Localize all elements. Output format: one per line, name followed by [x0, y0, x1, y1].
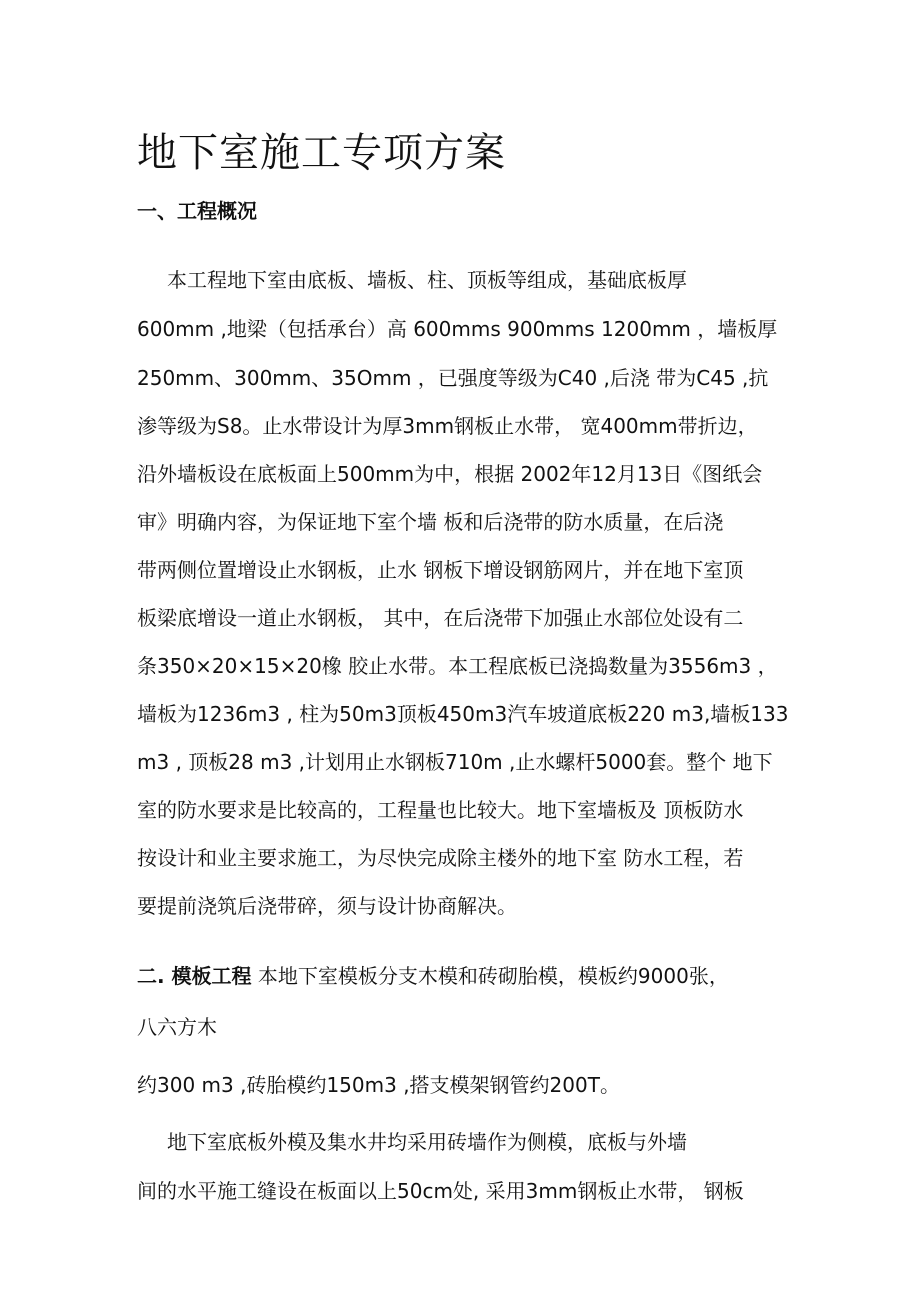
paragraph-line: 本工程地下室由底板、墙板、柱、顶板等组成，基础底板厚 [167, 268, 687, 292]
paragraph-line: 八六方木 [137, 1015, 217, 1039]
paragraph-line: 沿外墙板设在底板面上500mm为中，根据 2002年12月13日《图纸会 [137, 462, 763, 486]
paragraph-line: 条350×20×15×20橡 胶止水带。本工程底板已浇捣数量为3556m3 ， [137, 654, 778, 678]
paragraph-line: 250mm、300mm、35Omm ，已强度等级为C40 ,后浇 带为C45 ,抗 [137, 366, 769, 390]
paragraph-line: 审》明确内容，为保证地下室个墙 板和后浇带的防水质量，在后浇 [137, 510, 724, 534]
paragraph-line: 按设计和业主要求施工，为尽快完成除主楼外的地下室 防水工程，若 [137, 846, 744, 870]
paragraph-text: 本地下室模板分支木模和砖砌胎模，模板约9000张， [251, 964, 729, 988]
paragraph-line: 约300 m3 ,砖胎模约150m3 ,搭支模架钢管约200T。 [137, 1073, 620, 1097]
document-title: 地下室施工专项方案 [137, 130, 506, 176]
section-heading-formwork: 二. 模板工程 [137, 964, 252, 988]
paragraph-line: 带两侧位置增设止水钢板，止水 钢板下增设钢筋网片，并在地下室顶 [137, 558, 744, 582]
paragraph-line: 600mm ,地梁（包括承台）高 600mms 900mms 1200mm ，墙板厚 [137, 317, 778, 341]
paragraph-line: 地下室底板外模及集水井均采用砖墙作为侧模，底板与外墙 [167, 1130, 687, 1154]
section-heading-formwork-line [137, 961, 729, 991]
paragraph-line: 间的水平施工缝设在板面以上50cm处, 采用3mm钢板止水带， 钢板 [137, 1179, 744, 1203]
section-heading-overview: 一、工程概况 [137, 199, 257, 223]
paragraph-line: 要提前浇筑后浇带碎，须与设计协商解决。 [137, 894, 517, 918]
paragraph-line: 渗等级为S8。止水带设计为厚3mm钢板止水带， 宽400mm带折边， [137, 414, 758, 438]
paragraph-line: 墙板为1236m3 , 柱为50m3顶板450m3汽车坡道底板220 m3,墙板133 [137, 702, 789, 726]
paragraph-line: m3 , 顶板28 m3 ,计划用止水钢板710m ,止水螺杆5000套。整个 地下 [137, 750, 773, 774]
paragraph-line: 板梁底增设一道止水钢板， 其中，在后浇带下加强止水部位处设有二 [137, 606, 744, 630]
paragraph-line: 室的防水要求是比较高的，工程量也比较大。地下室墙板及 顶板防水 [137, 798, 744, 822]
